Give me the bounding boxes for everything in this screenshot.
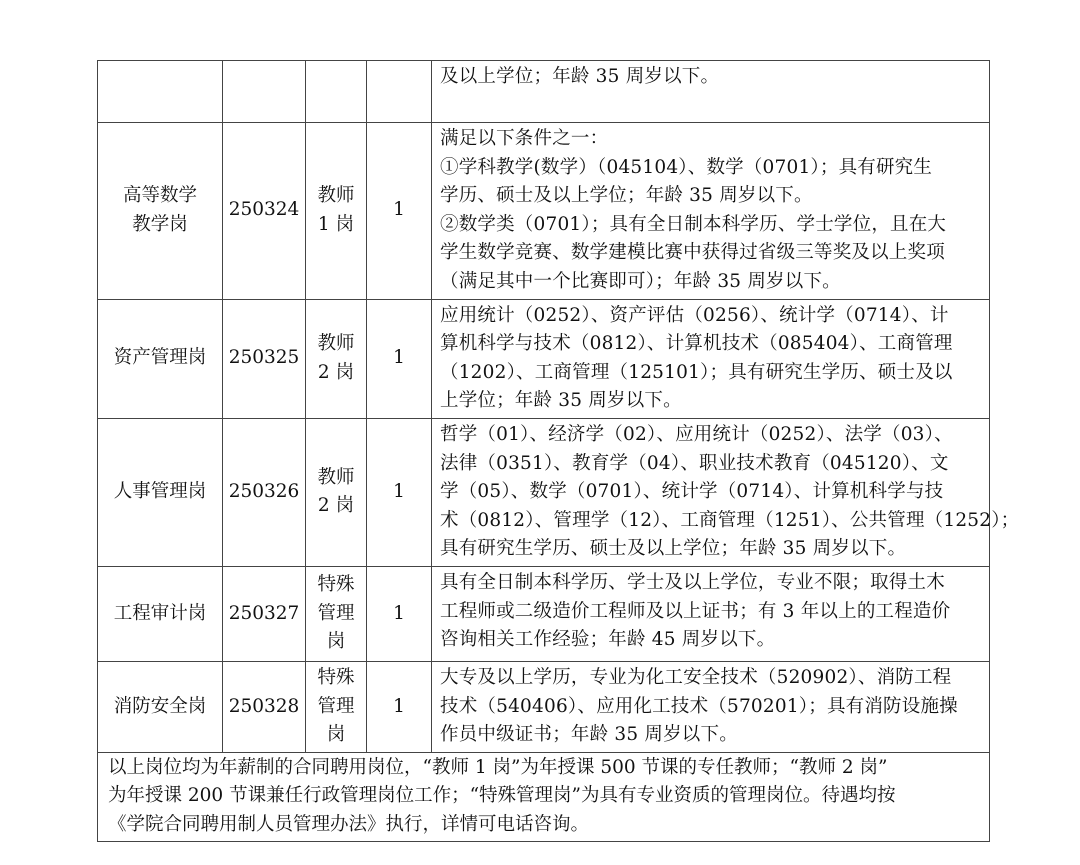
position-type: [306, 299, 367, 418]
position-requirements-line: ②数学类（0701）；具有全日制本科学历、学士学位，且在大: [440, 213, 947, 235]
position-count-line: 1: [393, 481, 405, 503]
position-requirements-line: 哲学（01）、经济学（02）、应用统计（0252）、法学（03）、: [440, 423, 953, 445]
table-row: [98, 299, 990, 418]
position-type: [306, 661, 367, 752]
position-type: [306, 61, 367, 123]
table-row: [98, 566, 990, 661]
position-code: [223, 123, 306, 300]
position-count: [367, 61, 432, 123]
position-name: [98, 61, 223, 123]
position-requirements: [432, 566, 990, 661]
position-requirements-line: 上学位；年龄 35 周岁以下。: [440, 390, 682, 412]
position-count-line: 1: [393, 199, 405, 221]
position-type-line: 特殊: [317, 574, 355, 596]
footnote-line: 《学院合同聘用制人员管理办法》执行，详情可电话咨询。: [108, 813, 590, 835]
position-requirements-line: 具有全日制本科学历、学士及以上学位，专业不限；取得土木: [440, 571, 945, 593]
position-requirements-line: 具有研究生学历、硕士及以上学位；年龄 35 周岁以下。: [440, 538, 907, 560]
position-code-line: 250326: [228, 481, 300, 503]
position-type-line: 管理: [317, 602, 355, 624]
position-count: [367, 123, 432, 300]
position-requirements-line: 技术（540406）、应用化工技术（570201）；具有消防设施操: [440, 695, 958, 717]
position-requirements-line: 法律（0351）、教育学（04）、职业技术教育（045120）、文: [440, 452, 949, 474]
position-requirements-line: 作员中级证书；年龄 35 周岁以下。: [440, 724, 738, 746]
position-requirements: [432, 299, 990, 418]
position-name: [98, 661, 223, 752]
position-requirements-line: 学（05）、数学（0701）、统计学（0714）、计算机科学与技: [440, 481, 944, 503]
footnote-row: [98, 752, 990, 842]
position-requirements-line: 大专及以上学历，专业为化工安全技术（520902）、消防工程: [440, 666, 952, 688]
position-requirements-line: 学历、硕士及以上学位；年龄 35 周岁以下。: [440, 185, 813, 207]
position-type-line: 2 岗: [317, 361, 355, 383]
position-requirements: [432, 661, 990, 752]
position-type-line: 1 岗: [317, 213, 355, 235]
position-requirements: [432, 61, 990, 123]
position-type-line: 2 岗: [317, 495, 355, 517]
position-code: [223, 299, 306, 418]
position-count: [367, 661, 432, 752]
position-code-line: 250324: [228, 199, 300, 221]
position-code-line: 250328: [228, 695, 300, 717]
position-count-line: 1: [393, 602, 405, 624]
position-name-line: 工程审计岗: [113, 602, 207, 624]
position-count-line: 1: [393, 695, 405, 717]
position-count: [367, 418, 432, 566]
position-type-line: 教师: [317, 185, 355, 207]
table-row: [98, 123, 990, 300]
position-type-line: 教师: [317, 333, 355, 355]
position-requirements-line: （满足其中一个比赛即可）；年龄 35 周岁以下。: [440, 270, 841, 292]
position-requirements-line: 工程师或二级造价工程师及以上证书；有 3 年以上的工程造价: [440, 600, 951, 622]
footnote-line: 为年授课 200 节课兼任行政管理岗位工作；“特殊管理岗”为具有专业资质的管理岗位。待遇均按: [108, 785, 896, 807]
position-name-line: 消防安全岗: [113, 695, 207, 717]
position-requirements-line: 算机科学与技术（0812）、计算机技术（085404）、工商管理: [440, 333, 953, 355]
position-type-line: 特殊: [317, 666, 355, 688]
position-code: [223, 566, 306, 661]
position-name: [98, 123, 223, 300]
position-name-line: 教学岗: [132, 213, 188, 235]
position-type: [306, 566, 367, 661]
position-requirements-line: （1202）、工商管理（125101）；具有研究生学历、硕士及以: [440, 361, 953, 383]
position-requirements-line: 术（0812）、管理学（12）、工商管理（1251）、公共管理（1252）；: [440, 509, 1020, 531]
position-type-line: 管理: [317, 695, 355, 717]
position-name-line: 资产管理岗: [113, 347, 207, 369]
table-row: [98, 61, 990, 123]
position-code: [223, 418, 306, 566]
position-count: [367, 299, 432, 418]
position-code-line: 250327: [228, 602, 300, 624]
position-requirements: [432, 123, 990, 300]
recruitment-table: [97, 60, 1020, 842]
position-type-line: 岗: [326, 631, 346, 653]
position-count-line: 1: [393, 347, 405, 369]
table-row: [98, 661, 990, 752]
position-requirements-line: 满足以下条件之一：: [440, 128, 609, 149]
position-requirements-line: 学生数学竞赛、数学建模比赛中获得过省级三等奖及以上奖项: [440, 242, 945, 264]
position-requirements-line: 及以上学位；年龄 35 周岁以下。: [440, 66, 720, 87]
position-name: [98, 566, 223, 661]
position-count: [367, 566, 432, 661]
position-requirements-line: 应用统计（0252）、资产评估（0256）、统计学（0714）、计: [440, 304, 949, 326]
position-name: [98, 418, 223, 566]
table-row: [98, 418, 990, 566]
position-type-line: 岗: [326, 724, 346, 746]
footnote-line: 以上岗位均为年薪制的合同聘用岗位，“教师 1 岗”为年授课 500 节课的专任教师；“教师 2 岗”: [108, 756, 888, 778]
position-type: [306, 418, 367, 566]
position-code: [223, 661, 306, 752]
position-type-line: 教师: [317, 466, 355, 488]
position-type: [306, 123, 367, 300]
position-code: [223, 61, 306, 123]
position-requirements-line: ①学科教学(数学）（045104）、数学（0701）；具有研究生: [440, 156, 933, 178]
position-name: [98, 299, 223, 418]
position-name-line: 高等数学: [122, 185, 197, 207]
footnote: [98, 752, 990, 842]
position-requirements: [432, 418, 1020, 566]
position-name-line: 人事管理岗: [113, 481, 207, 503]
position-requirements-line: 咨询相关工作经验；年龄 45 周岁以下。: [440, 629, 776, 651]
position-code-line: 250325: [228, 347, 300, 369]
